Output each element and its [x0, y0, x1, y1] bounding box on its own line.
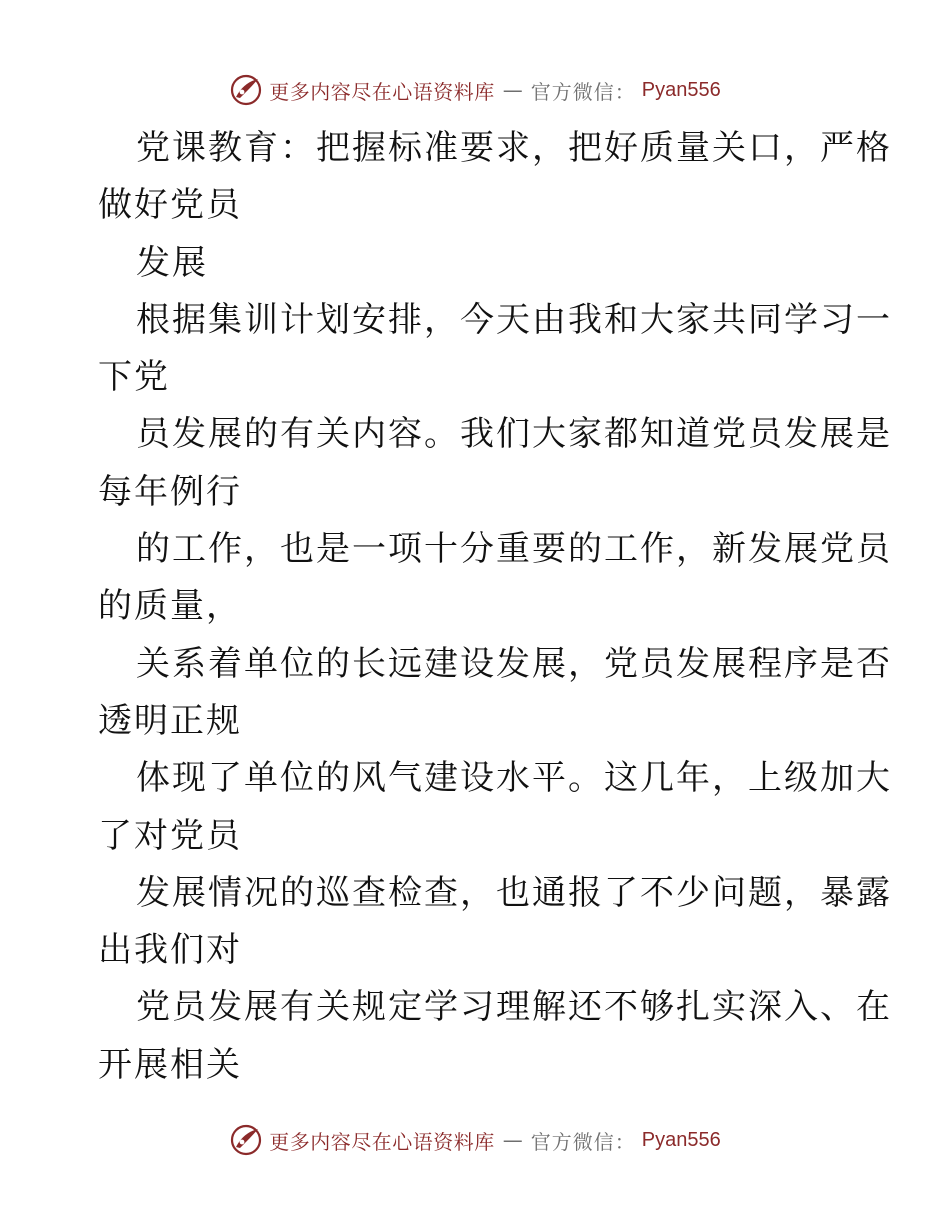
text-line: 发展情况的巡查检查，也通报了不少问题，暴露 [136, 872, 892, 913]
watermark-text: 更多内容尽在心语资料库 [269, 79, 495, 104]
watermark-text: 更多内容尽在心语资料库 [269, 1129, 495, 1154]
watermark-label: 官方微信： [530, 79, 636, 104]
text-line: 下党 [98, 357, 170, 398]
watermark-id: Pyan556 [641, 1128, 721, 1151]
text-line: 发展 [136, 242, 208, 283]
text-line: 开展相关 [98, 1044, 242, 1085]
text-line: 透明正规 [98, 700, 242, 741]
watermark-separator: — [502, 1128, 523, 1152]
text-line: 做好党员 [98, 185, 242, 226]
text-line: 党员发展有关规定学习理解还不够扎实深入、在 [136, 987, 892, 1028]
watermark-separator: — [502, 78, 523, 102]
text-line: 党课教育：把握标准要求，把好质量关口，严格 [136, 128, 892, 168]
text-line: 的质量， [98, 586, 242, 627]
text-line: 体现了单位的风气建设水平。这几年，上级加大 [136, 758, 892, 799]
text-line: 每年例行 [98, 471, 242, 512]
text-line: 根据集训计划安排，今天由我和大家共同学习一 [136, 299, 892, 340]
pen-logo-icon [229, 73, 263, 107]
document-body [98, 120, 892, 1094]
header-watermark [0, 70, 950, 110]
text-line: 了对党员 [98, 815, 242, 856]
watermark-label: 官方微信： [530, 1129, 636, 1154]
text-line: 出我们对 [98, 930, 242, 971]
text-line: 的工作，也是一项十分重要的工作，新发展党员 [136, 529, 892, 570]
pen-logo-icon [229, 1123, 263, 1157]
footer-watermark [0, 1120, 950, 1160]
text-line: 关系着单位的长远建设发展，党员发展程序是否 [136, 643, 892, 684]
watermark-id: Pyan556 [641, 78, 721, 101]
text-line: 员发展的有关内容。我们大家都知道党员发展是 [136, 414, 892, 455]
